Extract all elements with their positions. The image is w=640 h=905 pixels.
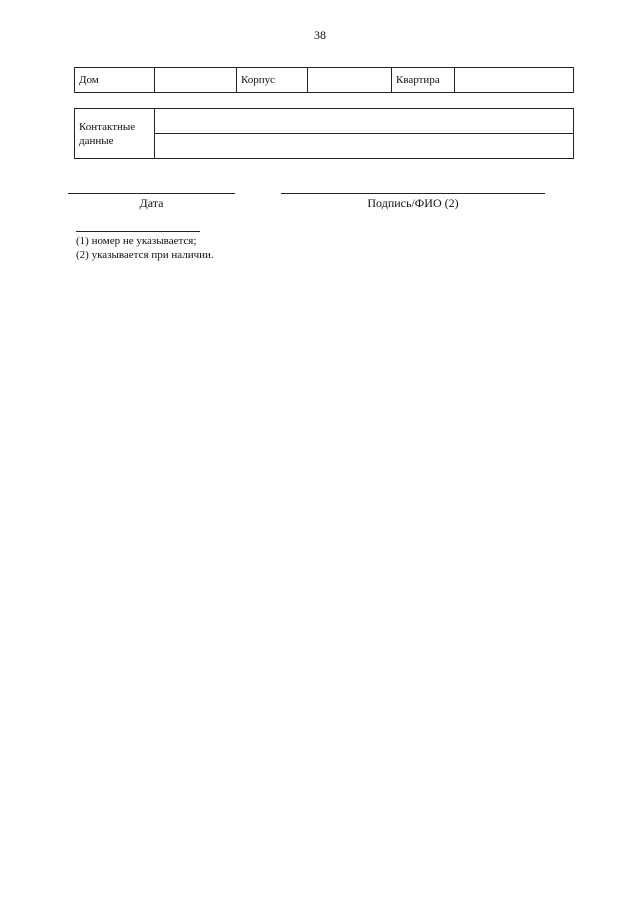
address-row — [75, 68, 574, 93]
address-table — [74, 67, 574, 93]
contact-value-cell-1[interactable] — [155, 109, 574, 134]
contact-value-cell-2[interactable] — [155, 134, 574, 159]
building-value-cell[interactable] — [308, 68, 392, 93]
footnote-2: (2) указывается при наличии. — [76, 249, 214, 261]
contact-row-1 — [75, 109, 574, 134]
footnote-rule — [76, 231, 200, 232]
apartment-label: Квартира — [392, 68, 455, 93]
footnote-1: (1) номер не указывается; — [76, 235, 197, 247]
date-line[interactable] — [68, 193, 235, 194]
signature-caption: Подпись/ФИО (2) — [367, 196, 459, 210]
contact-table — [74, 108, 574, 159]
contact-label — [75, 109, 155, 159]
date-caption: Дата — [139, 196, 164, 210]
apartment-value-cell[interactable] — [455, 68, 574, 93]
page-number: 38 — [314, 28, 326, 42]
footnotes — [76, 234, 214, 262]
house-value-cell[interactable] — [155, 68, 237, 93]
building-label: Корпус — [237, 68, 308, 93]
signature-line[interactable] — [281, 193, 545, 194]
contact-label-line2: данные — [79, 134, 114, 147]
house-label: Дом — [75, 68, 155, 93]
contact-label-line1: Контактные — [79, 120, 136, 133]
